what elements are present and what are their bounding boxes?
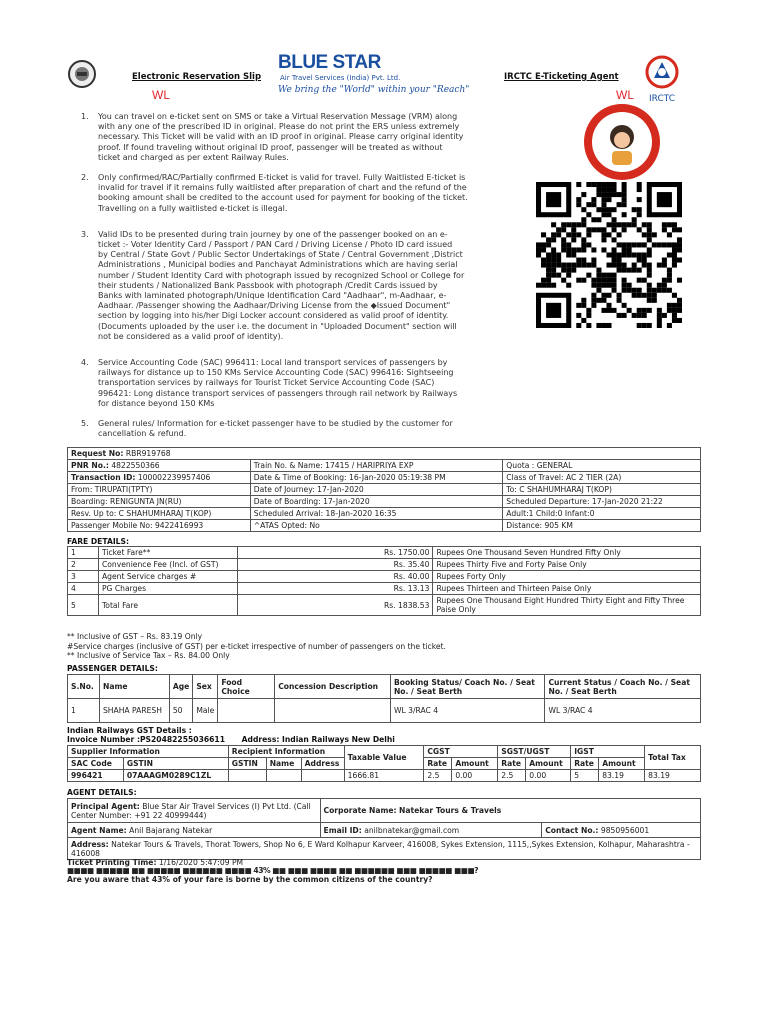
principal-agent: Blue Star Air Travel Services (I) Pvt Ltd. (Call Center Number: +91 22 40999444) xyxy=(71,801,311,820)
passenger-name: SHAHA PARESH xyxy=(99,699,169,723)
table-row: 2 Convenience Fee (Incl. of GST) Rs. 35.40 Rupees Thirty Five and Forty Paise Only xyxy=(68,559,701,571)
gst-table: Supplier Information Recipient Information Taxable Value CGST SGST/UGST IGST Total Tax SAC Code GSTIN GSTIN Name Address Rate Amount Rate Amount Rate Amount 996421 07AAAGM0289C1ZL 1666.81 2.5 0.00 2.5 0.00 5 83.19 83.19 xyxy=(67,745,701,782)
wl-right: WL xyxy=(616,88,634,102)
journey-date: Date of Journey: 17-Jan-2020 xyxy=(250,484,503,496)
fare-heading: FARE DETAILS: xyxy=(67,537,129,546)
gst-heading: Indian Railways GST Details : xyxy=(67,726,192,735)
instruction-item: 4. Service Accounting Code (SAC) 996411: Local land transport services of passengers by railways for distance up to 150 KMs Service Accounting Code (SAC) 996416: Sightseeing transportation services by railways for Tourist Ticket Service Accounting Code (SAC) 996421: Long distance transport services of passengers through rail network by Railways for distance beyond 150 KMs xyxy=(81,358,458,408)
agent-title: IRCTC E-Ticketing Agent xyxy=(504,72,619,82)
qr-code xyxy=(536,182,682,328)
instruction-item: 5. General rules/ Information for e-ticket passenger have to be studied by the customer for cancellation & refund. xyxy=(81,419,453,439)
railway-emblem-logo xyxy=(68,60,96,88)
request-no: RBR919768 xyxy=(125,449,171,458)
agent-contact: 9850956001 xyxy=(600,825,650,835)
invoice-number: Invoice Number :PS20482255036611 xyxy=(67,735,225,744)
current-status: WL 3/RAC 4 xyxy=(545,699,701,723)
agent-table: Principal Agent: Blue Star Air Travel Services (I) Pvt Ltd. (Call Center Number: +91 22 40999444) Corporate Name: Natekar Tours & Travels Agent Name: Anil Bajarang Natekar Email ID: anilbnatekar@gmail.com Contact No.: 9850956001 Address: Natekar Tours & Travels, Thorat Towers, Shop No 6, E Ward Kolhapur Karveer, 416008, Sykes Extension, 1115,,Sykes Extension, Kolhapur, Maharashtra - 416008 xyxy=(67,798,701,860)
service-tax-note: ** Inclusive of Service Tax – Rs. 84.00 Only xyxy=(67,651,230,660)
instructions-list xyxy=(81,112,527,449)
from-station: From: TIRUPATI(TPTY) xyxy=(68,484,251,496)
scheduled-departure: Scheduled Departure: 17-Jan-2020 21:22 xyxy=(503,496,701,508)
pnr-number: 4822550366 xyxy=(111,461,160,470)
booking-status: WL 3/RAC 4 xyxy=(390,699,545,723)
table-row: 3 Agent Service charges # Rs. 40.00 Rupees Forty Only xyxy=(68,571,701,583)
table-row: 996421 07AAAGM0289C1ZL 1666.81 2.5 0.00 2.5 0.00 5 83.19 83.19 xyxy=(68,770,701,782)
atas-opted: ^ATAS Opted: No xyxy=(250,520,503,532)
to-station: To: C SHAHUMHARAJ T(KOP) xyxy=(503,484,701,496)
brand-subtitle: Air Travel Services (India) Pvt. Ltd. xyxy=(280,74,401,82)
brand-name: BLUE STAR xyxy=(278,52,381,73)
table-row: 1 SHAHA PARESH 50 Male WL 3/RAC 4 WL 3/RAC 4 xyxy=(68,699,701,723)
fare-notes xyxy=(67,632,446,661)
booking-datetime: Date & Time of Booking: 16-Jan-2020 05:19:38 PM xyxy=(250,472,503,484)
scheduled-arrival: Scheduled Arrival: 18-Jan-2020 16:35 xyxy=(250,508,503,520)
print-time: 1/16/2020 5:47:09 PM xyxy=(158,858,244,867)
table-row: 5 Total Fare Rs. 1838.53 Rupees One Thousand Eight Hundred Thirty Eight and Fifty Three Paise Only xyxy=(68,595,701,616)
service-charge-note: #Service charges (inclusive of GST) per e-ticket irrespective of number of passengers on the ticket. xyxy=(67,641,446,651)
travel-class: Class of Travel: AC 2 TIER (2A) xyxy=(503,472,701,484)
wl-left: WL xyxy=(152,88,170,102)
corporate-name: Natekar Tours & Travels xyxy=(399,806,502,815)
passenger-mobile: Passenger Mobile No: 9422416993 xyxy=(68,520,251,532)
agent-email: anilbnatekar@gmail.com xyxy=(364,825,460,835)
gst-invoice-line xyxy=(67,735,395,744)
table-row: 1 Ticket Fare** Rs. 1750.00 Rupees One Thousand Seven Hundred Fifty Only xyxy=(68,547,701,559)
table-row: 4 PG Charges Rs. 13.13 Rupees Thirteen and Thirteen Paise Only xyxy=(68,583,701,595)
agent-name: Anil Bajarang Natekar xyxy=(129,825,213,835)
instruction-item: 1. You can travel on e-ticket sent on SMS or take a Virtual Reservation Message (VRM) along with any one of the prescribed ID in original. Please do not print the ERS unless extremely necessary. This Ticket will be valid with an ID proof in original. Please carry original identity proof. If found traveling without original ID proof, passenger will be treated as without ticket and charged as per extent Railway Rules. xyxy=(81,112,464,162)
passenger-count: Adult:1 Child:0 Infant:0 xyxy=(503,508,701,520)
transaction-id: 100002239957406 xyxy=(137,473,211,482)
irctc-logo xyxy=(640,54,684,102)
fare-table xyxy=(67,546,701,616)
instruction-item: 2. Only confirmed/RAC/Partially confirmed E-ticket is valid for travel. Fully Waitlisted E-ticket is invalid for travel if it remains fully waitlisted after preparation of chart and the refund of the booking amount shall be credited to the account used for payment for booking of the ticket. Travelling on a fully waitlisted e-ticket is illegal. xyxy=(81,173,468,213)
garbled-hindi-line: ■■■■ ■■■■■ ■■ ■■■■■ ■■■■■■ ■■■■ 43% ■■ ■■■ ■■■■ ■■ ■■■■■■ ■■■ ■■■■■ ■■■? xyxy=(67,866,479,875)
brand-tagline: We bring the "World" within your "Reach" xyxy=(278,85,470,95)
distance: Distance: 905 KM xyxy=(503,520,701,532)
irctc-label: IRCTC xyxy=(649,94,675,104)
agent-heading: AGENT DETAILS: xyxy=(67,788,137,797)
subsidy-question: Are you aware that 43% of your fare is borne by the common citizens of the country? xyxy=(67,875,433,884)
quota: Quota : GENERAL xyxy=(503,460,701,472)
boarding-station: Boarding: RENIGUNTA JN(RU) xyxy=(68,496,251,508)
passenger-heading: PASSENGER DETAILS: xyxy=(67,664,158,673)
boarding-date: Date of Boarding: 17-Jan-2020 xyxy=(250,496,503,508)
journey-table: Request No: RBR919768 PNR No.: 4822550366 Train No. & Name: 17415 / HARIPRIYA EXP Quota : GENERAL Transaction ID: 100002239957406 Date & Time of Booking: 16-Jan-2020 05:19:38 PM Class of Travel: AC 2 TIER (2A) From: TIRUPATI(TPTY) Date of Journey: 17-Jan-2020 To: C SHAHUMHARAJ T(KOP) Boarding: RENIGUNTA JN(RU) Date of Boarding: 17-Jan-2020 Scheduled Departure: 17-Jan-2020 21:22 Resv. Up to: C SHAHUMHARAJ T(KOP) Scheduled Arrival: 18-Jan-2020 16:35 Adult:1 Child:0 Infant:0 Passenger Mobile No: 9422416993 ^ATAS Opted: No Distance: 905 KM xyxy=(67,447,701,532)
reservation-upto: Resv. Up to: C SHAHUMHARAJ T(KOP) xyxy=(68,508,251,520)
instruction-item: 3. Valid IDs to be presented during train journey by one of the passenger booked on an e- ticket :- Voter Identity Card / Passport / PAN Card / Driving License / Photo ID card issued by Central / State Govt / Public Sector Undertakings of State / Central Government ,District Administrations , Municipal bodies and Panchayat Administrations which are having serial number / Student Identity Card with photograph issued by recognized School or College for their students / Nationalized Bank Passbook with photograph /Credit Cards issued by Banks with laminated photograph/Unique Identification Card "Aadhaar", m-Aadhaar, e- Aadhaar. /Passenger showing the Aadhaar/Driving License from the ◆Issued Document" section by logging into his/her Digi Locker account considered as valid proof of identity. (Documents uploaded by the user i.e. the document in "Uploaded Document" section will not be considered as a valid proof of identity). xyxy=(81,229,465,341)
ers-title: Electronic Reservation Slip xyxy=(132,72,262,82)
gst-note: ** Inclusive of GST – Rs. 83.19 Only xyxy=(67,632,203,641)
beti-bachao-seal xyxy=(583,103,661,181)
passenger-table: S.No. Name Age Sex Food Choice Concession Description Booking Status/ Coach No. / Seat No. / Seat Berth Current Status / Coach No. / Seat No. / Seat Berth 1 SHAHA PARESH 50 Male WL 3/RAC 4 WL 3/RAC 4 xyxy=(67,674,701,723)
agent-address: Natekar Tours & Travels, Thorat Towers, Shop No 6, E Ward Kolhapur Karveer, 416008, Sykes Extension, 1115,,Sykes Extension, Kolhapur, Maharashtra - 416008 xyxy=(71,839,690,858)
train-name: Train No. & Name: 17415 / HARIPRIYA EXP xyxy=(250,460,503,472)
gst-address: Address: Indian Railways New Delhi xyxy=(241,735,395,744)
print-time-line: Ticket Printing Time: 1/16/2020 5:47:09 PM xyxy=(67,858,244,867)
brand-logo xyxy=(278,52,478,102)
